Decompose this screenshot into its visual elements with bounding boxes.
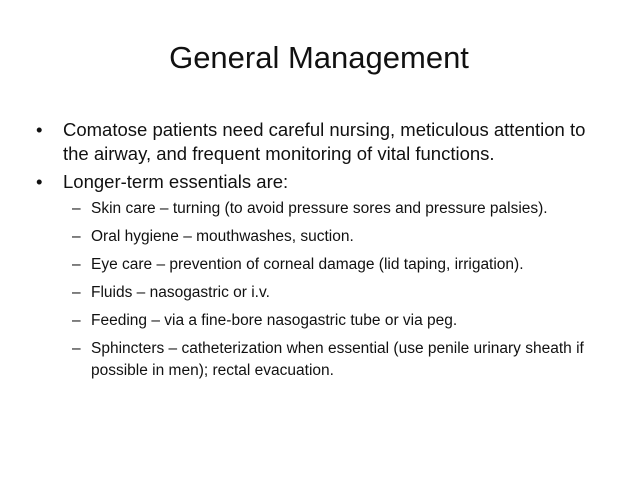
sub-bullet-text: Eye care – prevention of corneal damage (lid taping, irrigation). bbox=[91, 256, 524, 273]
dash-icon: – bbox=[72, 312, 81, 329]
bullet-text: Comatose patients need careful nursing, meticulous attention to the airway, and frequent monitoring of vital functions. bbox=[63, 119, 586, 164]
sub-bullet-text: Fluids – nasogastric or i.v. bbox=[91, 284, 270, 301]
sub-bullet-item bbox=[36, 226, 606, 248]
dash-icon: – bbox=[72, 228, 81, 245]
sub-bullet-item bbox=[36, 338, 606, 382]
bullet-item bbox=[36, 170, 606, 194]
sub-bullet-text: Feeding – via a fine-bore nasogastric tube or via peg. bbox=[91, 312, 458, 329]
bullet-item bbox=[36, 118, 606, 166]
dash-icon: – bbox=[72, 200, 81, 217]
slide-body bbox=[36, 118, 606, 388]
dash-icon: – bbox=[72, 256, 81, 273]
slide-title: General Management bbox=[169, 40, 469, 75]
bullet-icon: • bbox=[36, 119, 43, 140]
dash-icon: – bbox=[72, 284, 81, 301]
sub-bullet-text: Sphincters – catheterization when essential (use penile urinary sheath if possible in men); rectal evacuation. bbox=[91, 340, 584, 379]
dash-icon: – bbox=[72, 340, 81, 357]
sub-bullet-item bbox=[36, 198, 606, 220]
bullet-icon: • bbox=[36, 171, 43, 192]
sub-bullet-item bbox=[36, 282, 606, 304]
sub-bullet-list bbox=[36, 198, 606, 382]
sub-bullet-item bbox=[36, 310, 606, 332]
sub-bullet-text: Skin care – turning (to avoid pressure sores and pressure palsies). bbox=[91, 200, 548, 217]
sub-bullet-text: Oral hygiene – mouthwashes, suction. bbox=[91, 228, 354, 245]
bullet-text: Longer-term essentials are: bbox=[63, 171, 289, 192]
sub-bullet-item bbox=[36, 254, 606, 276]
